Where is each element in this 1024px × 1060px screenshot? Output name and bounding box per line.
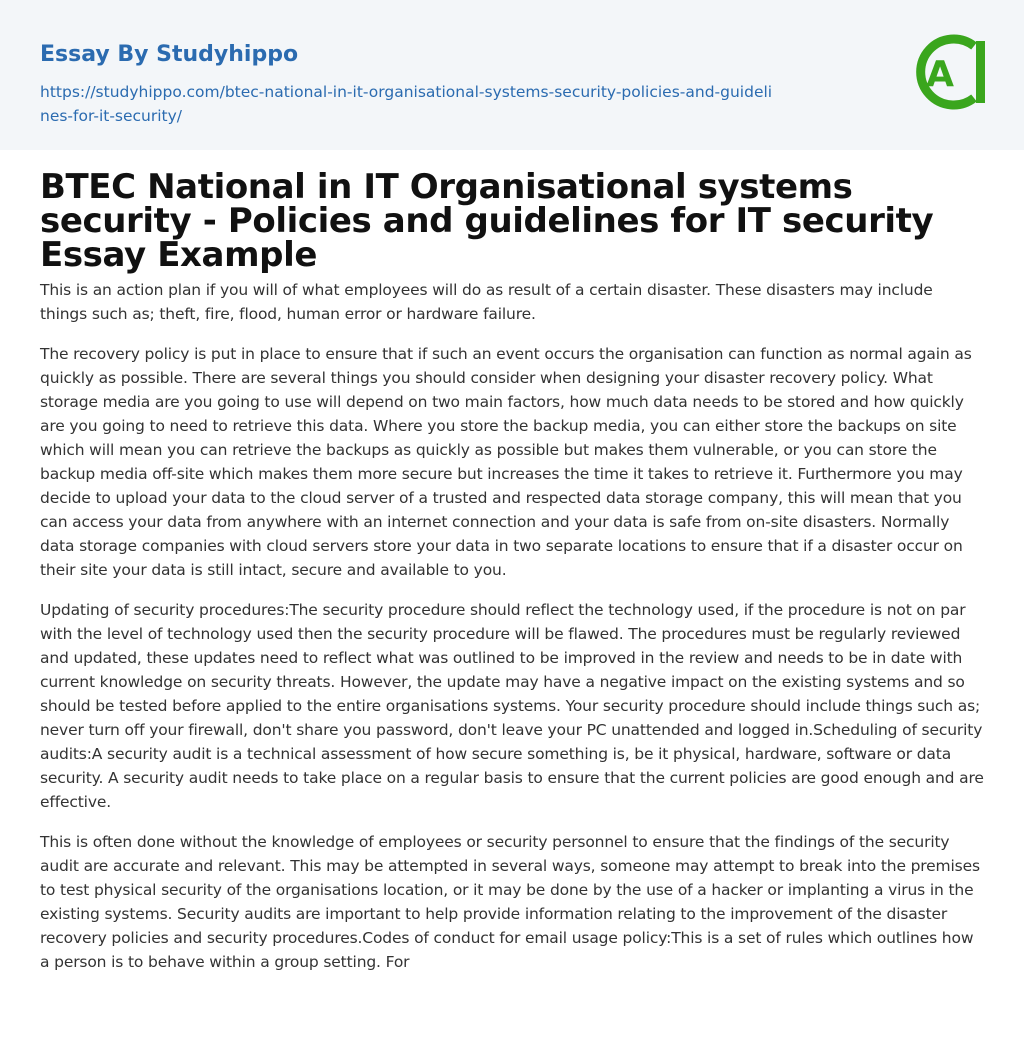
essay-title: BTEC National in IT Organisational systems security - Policies and guidelines for IT security Essay Example bbox=[40, 167, 934, 275]
essay-paragraph-3: Updating of security procedures:The security procedure should reflect the technology used, if the procedure is not on par with the level of technology used then the security procedure will be flawed. The procedures must be regularly reviewed and updated, these updates need to reflect what was outlined to be improved in the review and needs to be in date with current knowledge on security threats. However, the update may have a negative impact on the existing systems and so should be tested before applied to the entire organisations systems. Your security procedure should include things such as; never turn off your firewall, don't share you password, don't leave your PC unattended and logged in.Scheduling of security audits:A security audit is a technical assessment of how secure something is, be it physical, hardware, software or data security. A security audit needs to take place on a regular basis to ensure that the current policies are good enough and are effective. bbox=[40, 601, 984, 811]
essay-paragraph-2: The recovery policy is put in place to ensure that if such an event occurs the organisation can function as normal again as quickly as possible. There are several things you should consider when designing your disaster recovery policy. What storage media are you going to use will depend on two main factors, how much data needs to be stored and how quickly are you going to need to retrieve this data. Where you store the backup media, you can either store the backups on site which will mean you can retrieve the backups as quickly as possible but makes them vulnerable, or you can store the backup media off-site which makes them more secure but increases the time it takes to retrieve it. Furthermore you may decide to upload your data to the cloud server of a trusted and respected data storage company, this will mean that you can access your data from anywhere with an internet connection and your data is safe from on-site disasters. Normally data storage companies with cloud servers store your data in two separate locations to ensure that if a disaster occur on their site your data is still intact, secure and available to you. bbox=[40, 345, 972, 579]
essay-url-link[interactable]: https://studyhippo.com/btec-national-in-it-organisational-systems-security-policies-and-guidelines-for-it-security/ bbox=[40, 83, 773, 125]
essay-paragraph-1: This is an action plan if you will of what employees will do as result of a certain disaster. These disasters may include things such as; theft, fire, flood, human error or hardware failure. bbox=[40, 281, 933, 323]
essay-content bbox=[0, 150, 1024, 974]
studyhippo-logo-icon[interactable] bbox=[912, 29, 986, 115]
essay-paragraph-4: This is often done without the knowledge of employees or security personnel to ensure that the findings of the security audit are accurate and relevant. This may be attempted in several ways, someone may attempt to break into the premises to test physical security of the organisations location, or it may be done by the use of a hacker or implanting a virus in the existing systems. Security audits are important to help provide information relating to the improvement of the disaster recovery policies and security procedures.Codes of conduct for email usage policy:This is a set of rules which outlines how a person is to behave within a group setting. For bbox=[40, 833, 980, 971]
site-brand[interactable]: Essay By Studyhippo bbox=[40, 42, 299, 67]
logo-letter: A bbox=[926, 54, 954, 95]
site-header bbox=[0, 0, 1024, 150]
